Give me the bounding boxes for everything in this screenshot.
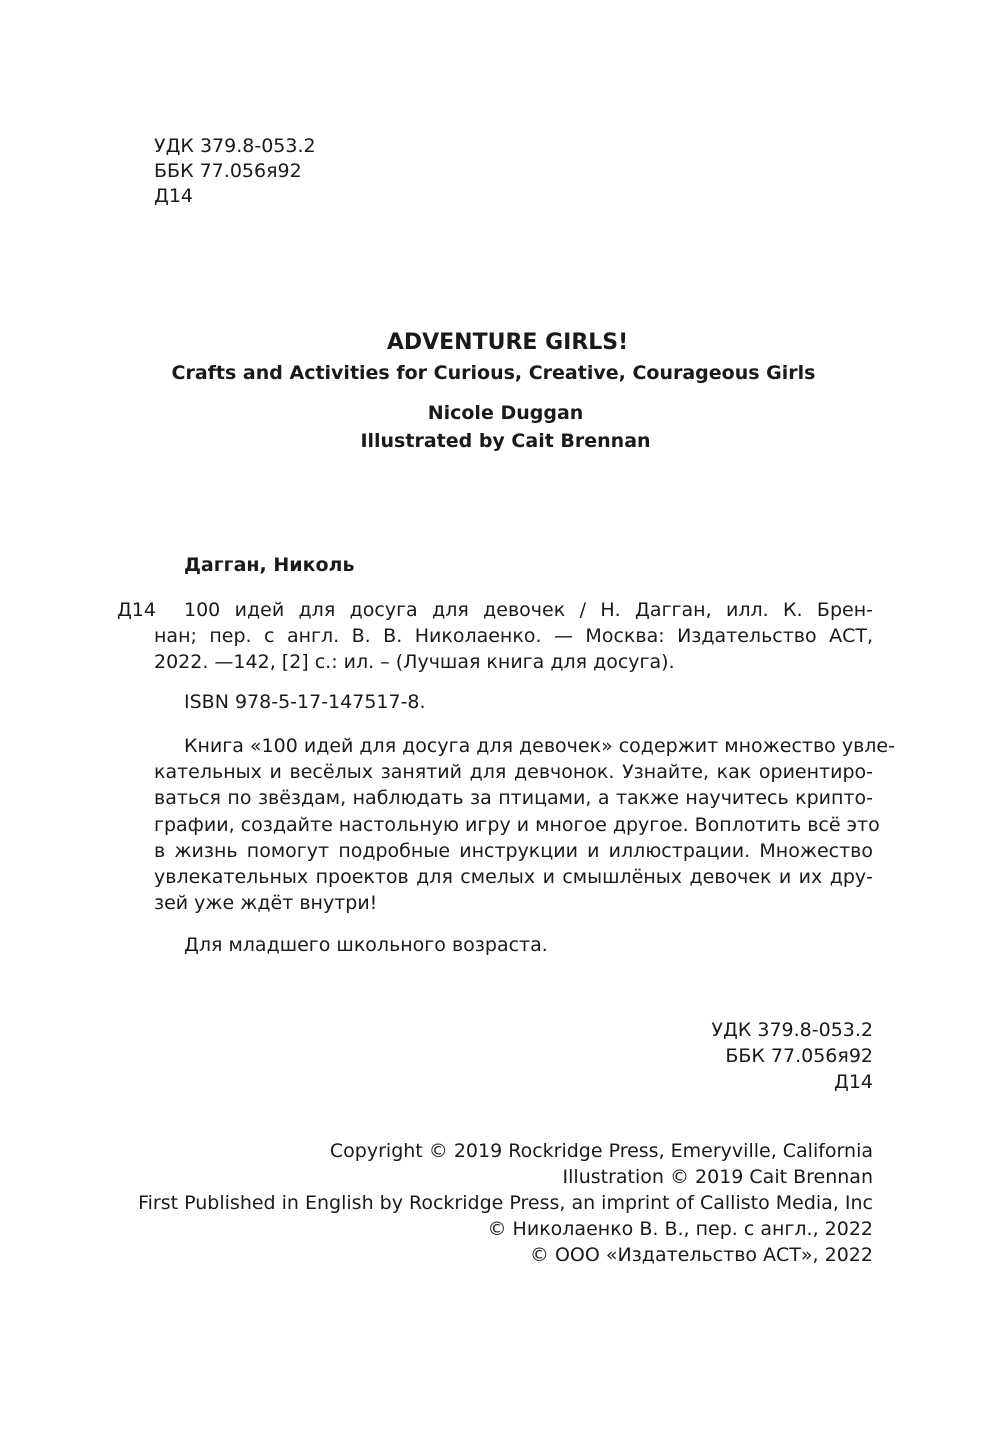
copyright-line: Copyright © 2019 Rockridge Press, Emeryville, California — [329, 1140, 873, 1162]
annotation-line: увлекательных проектов для смелых и смышлёных девочек и их дру- — [154, 866, 873, 889]
copyright-line: © Николаенко В. В., пер. с англ., 2022 — [487, 1218, 873, 1240]
annotation-line: зей уже ждёт внутри! — [154, 892, 378, 915]
classification-codes-bottom — [711, 1017, 873, 1095]
copyright-line: First Published in English by Rockridge Press, an imprint of Callisto Media, Inc — [138, 1192, 873, 1214]
annotation-line: кательных и весёлых занятий для девчонок. Узнайте, как ориентиро- — [154, 761, 873, 784]
copyright-line: Illustration © 2019 Cait Brennan — [562, 1166, 873, 1188]
copyright-block — [138, 1138, 873, 1268]
udk-code: УДК 379.8-053.2 — [154, 135, 316, 157]
catalog-author-heading: Дагган, Николь — [184, 554, 355, 576]
age-note: Для младшего школьного возраста. — [184, 934, 548, 956]
bibliographic-line: нан; пер. с англ. В. В. Николаенко. — Москва: Издательство АСТ, — [154, 625, 873, 648]
bibliographic-line: 2022. —142, [2] с.: ил. – (Лучшая книга для досуга). — [154, 651, 675, 674]
book-title: ADVENTURE GIRLS! — [386, 330, 629, 355]
classification-codes-top — [154, 134, 316, 209]
catalog-shelf-code: Д14 — [117, 599, 157, 621]
author-sign: Д14 — [154, 185, 194, 207]
bbk-code: ББК 77.056я92 — [725, 1045, 873, 1067]
udk-code: УДК 379.8-053.2 — [711, 1019, 873, 1041]
annotation-line: в жизнь помогут подробные инструкции и иллюстрации. Множество — [154, 839, 873, 862]
annotation-line: Книга «100 идей для досуга для девочек» содержит множество увле- — [184, 735, 895, 757]
original-title-block — [0, 327, 987, 455]
bbk-code: ББК 77.056я92 — [154, 160, 302, 182]
annotation-line: ваться по звёздам, наблюдать за птицами, а также научитесь крипто- — [154, 787, 873, 810]
bibliographic-line: 100 идей для досуга для девочек / Н. Дагган, илл. К. Брен- — [184, 599, 873, 621]
annotation — [154, 733, 895, 916]
author-sign: Д14 — [833, 1071, 873, 1093]
copyright-line: © ООО «Издательство АСТ», 2022 — [529, 1244, 873, 1266]
book-author: Nicole Duggan — [427, 402, 584, 424]
book-illustrator: Illustrated by Cait Brennan — [360, 430, 651, 452]
book-subtitle: Crafts and Activities for Curious, Creative, Courageous Girls — [171, 362, 816, 384]
bibliographic-description — [154, 597, 873, 676]
annotation-line: графии, создайте настольную игру и многое другое. Воплотить всё это — [154, 813, 880, 836]
isbn: ISBN 978-5-17-147517-8. — [184, 691, 426, 713]
